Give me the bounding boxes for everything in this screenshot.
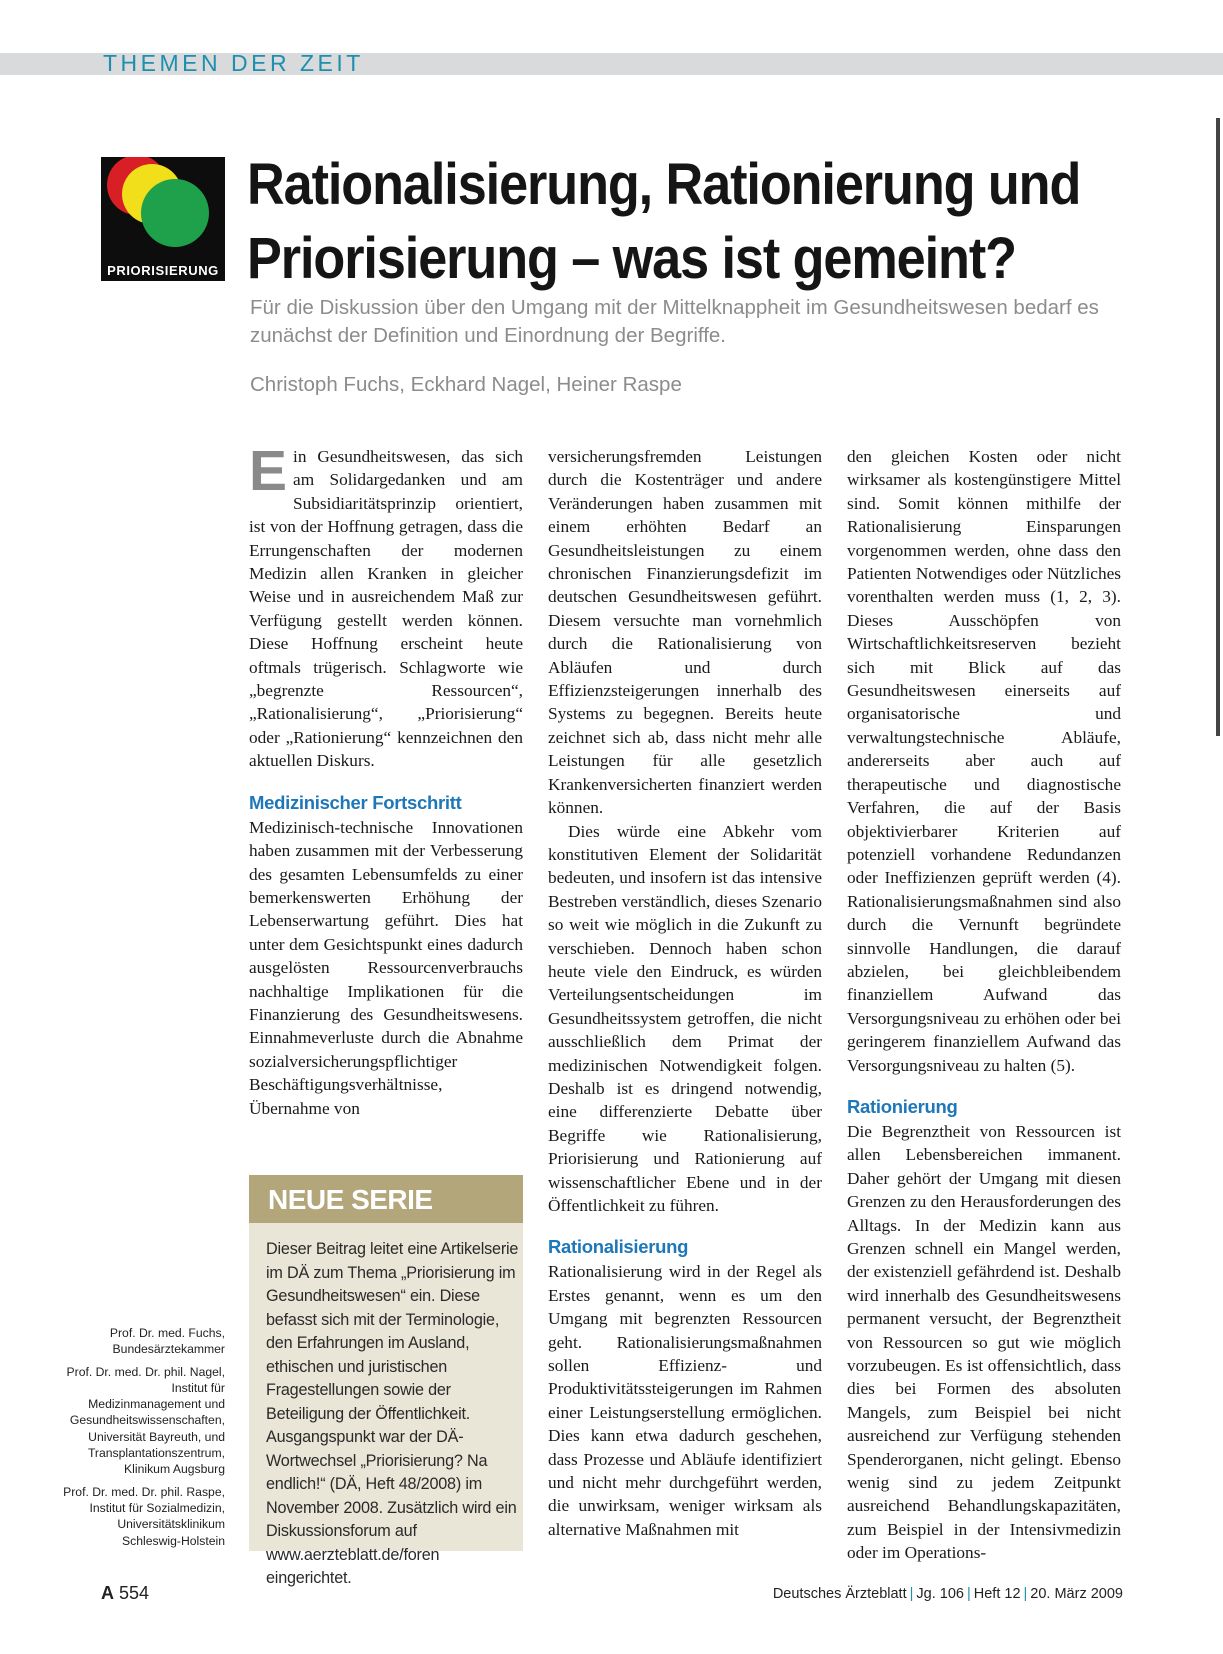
title-line-1: Rationalisierung, Rationierung und	[247, 152, 1081, 217]
paragraph: Rationalisierung wird in der Regel als Erstes genannt, wenn es um den Umgang mit begrenzten Ressourcen geht. Rationalisierungsmaßnahmen sollen Effizienz- und Produktivitätssteigerungen im Rahmen einer Leistungserstellung ermöglichen. Dies kann etwa dadurch geschehen, dass Prozesse und Abläufe identifiziert und nicht mehr durchgeführt werden, die unwirksam, weniger wirksam als alternative Maßnahmen mit	[548, 1262, 822, 1539]
journal-issue: Heft 12	[973, 1586, 1021, 1602]
author-affiliations	[60, 1325, 225, 1555]
sidebar-box-text: Dieser Beitrag leitet eine Artikelserie im DÄ zum Thema „Priorisierung im Gesundheitswesen“ ein. Diese befasst sich mit der Terminologie, den Erfahrungen im Ausland, ethischen und juristischen Fragestellungen sowie der Beteiligung der Öffentlichkeit. Ausgangspunkt war der DÄ-Wortwechsel „Priorisierung? Na endlich!“ (DÄ, Heft 48/2008) im November 2008. Zusätzlich wird ein Diskussionsforum auf www.aerzteblatt.de/foren eingerichtet.	[266, 1240, 519, 1587]
sidebar-box-heading: NEUE SERIE	[268, 1184, 433, 1215]
paragraph-text: in Gesundheitswesen, das sich am Solidargedanken und am Subsidiaritätsprinzip orientiert, ist von der Hoffnung getragen, dass die Errungenschaften der modernen Medizin allen Kranken in gleicher Weise und in ausreichendem Maß zur Verfügung gestellt werden können. Diese Hoffnung erscheint heute oftmals trügerisch. Schlagworte wie „begrenzte Ressourcen“, „Rationalisierung“, „Priorisierung“ oder „Rationierung“ kennzeichnen den aktuellen Diskurs.	[249, 447, 523, 771]
article-authors: Christoph Fuchs, Eckhard Nagel, Heiner Raspe	[250, 373, 682, 396]
paragraph: versicherungsfremden Leistungen durch die Kostenträger und andere Veränderungen haben zusammen mit einem erhöhten Bedarf an Gesundheitsleistungen zu einem chronischen Finanzierungsdefizit im deutschen Gesundheitswesen geführt. Diesem versuchte man vornehmlich durch die Rationalisierung von Abläufen und durch Effizienzsteigerungen innerhalb des Systems zu begegnen. Bereits heute zeichnet sich ab, dass nicht mehr alle Leistungen für alle gesetzlich Krankenversicherten finanziert werden können.	[548, 447, 822, 818]
journal-name: Deutsches Ärzteblatt	[772, 1586, 907, 1602]
text-column-3	[847, 445, 1121, 1565]
sidebar-box-header	[249, 1175, 523, 1223]
green-circle-icon	[141, 179, 209, 247]
text-column-1	[249, 439, 523, 1120]
text-column-2	[548, 445, 822, 1541]
article-title	[247, 148, 1081, 296]
page-prefix: A	[101, 1583, 114, 1603]
section-label: THEMEN DER ZEIT	[103, 50, 364, 76]
logo-label: PRIORISIERUNG	[107, 263, 219, 278]
drop-cap: E	[249, 439, 288, 503]
affiliation: Prof. Dr. med. Dr. phil. Nagel, Institut für Medizinmanagement und Gesundheitswissenschaften, Universität Bayreuth, und Transplantationszentrum, Klinikum Augsburg	[66, 1364, 225, 1477]
title-line-2: Priorisierung – was ist gemeint?	[247, 226, 1016, 291]
heading-medizinischer-fortschritt: Medizinischer Fortschritt	[249, 791, 462, 813]
footer-separator: |	[1023, 1586, 1028, 1602]
paragraph: Medizinisch-technische Innovationen haben zusammen mit der Verbesserung des gesamten Lebensumfelds zu einer bemerkenswerten Erhöhung der Lebenserwartung geführt. Dies hat unter dem Gesichtspunkt eines dadurch ausgelösten Ressourcenverbrauchs nachhaltige Implikationen für die Finanzierung des Gesundheitswesens. Einnahmeverluste durch die Abnahme sozialversicherungspflichtiger Beschäftigungsverhältnisse, Übernahme von	[249, 817, 523, 1118]
page-edge-shadow	[1216, 118, 1220, 736]
affiliation: Prof. Dr. med. Fuchs, Bundesärztekammer	[109, 1326, 225, 1357]
journal-date: 20. März 2009	[1030, 1586, 1123, 1602]
footer-separator: |	[966, 1586, 971, 1602]
heading-rationalisierung: Rationalisierung	[548, 1236, 689, 1258]
paragraph	[249, 439, 523, 773]
journal-footer	[773, 1586, 1123, 1602]
sidebar-box	[249, 1223, 523, 1587]
page-number-value: 554	[119, 1583, 150, 1603]
article-subtitle: Für die Diskussion über den Umgang mit der Mittelknappheit im Gesundheitswesen bedarf es zunächst der Definition und Einordnung der Begriffe.	[250, 296, 1099, 347]
paragraph: den gleichen Kosten oder nicht wirksamer als kostengünstigere Mittel sind. Somit können mithilfe der Rationalisierung Einsparungen vorgenommen werden, ohne dass den Patienten Notwendiges oder Nützliches vorenthalten werden muss (1, 2, 3). Dieses Ausschöpfen von Wirtschaftlichkeitsreserven bezieht sich mit Blick auf das Gesundheitswesen einerseits auf organisatorische und verwaltungstechnische Abläufe, andererseits aber auch auf therapeutische und diagnostische Verfahren, die auf der Basis objektivierbarer Kriterien auf potenziell vorhandene Redundanzen oder Ineffizienzen geprüft werden (4). Rationalisierungsmaßnahmen sind also durch die Vernunft begründete sinnvolle Handlungen, die darauf abzielen, bei gleichbleibendem finanziellem Aufwand das Versorgungsniveau zu erhöhen oder bei geringerem finanziellem Aufwand das Versorgungsniveau zu halten (5).	[847, 447, 1121, 1075]
footer-separator: |	[909, 1586, 914, 1602]
page-number	[101, 1583, 149, 1604]
heading-rationierung: Rationierung	[847, 1095, 958, 1117]
affiliation: Prof. Dr. med. Dr. phil. Raspe, Institut für Sozialmedizin, Universitätsklinikum Schleswig-Holstein	[63, 1484, 225, 1548]
journal-volume: Jg. 106	[916, 1586, 964, 1602]
paragraph: Dies würde eine Abkehr vom konstitutiven Element der Solidarität bedeuten, und insofern ist das intensive Bestreben verständlich, dieses Szenario so weit wie möglich in die Zukunft zu verschieben. Dennoch haben schon heute viele den Eindruck, es würden Verteilungsentscheidungen im Gesundheitssystem getroffen, die nicht ausschließlich dem Primat der medizinischen Notwendigkeit folgen. Deshalb ist es dringend notwendig, eine differenzierte Debatte über Begriffe wie Rationalisierung, Priorisierung und Rationierung auf wissenschaftlicher Ebene und in der Öffentlichkeit zu führen.	[548, 821, 822, 1215]
paragraph: Die Begrenztheit von Ressourcen ist allen Lebensbereichen immanent. Daher gehört der Umgang mit diesen Grenzen zu den Herausforderungen des Alltags. In der Medizin kann aus Grenzen schnell ein Mangel werden, der existenziell gefährdend ist. Deshalb wird innerhalb des Gesundheitswesens permanent versucht, der Begrenztheit von Ressourcen so gut wie möglich vorzubeugen. Es ist offensichtlich, dass dies bei Formen des absoluten Mangels, zum Beispiel bei nicht ausreichend zur Verfügung stehenden Spenderorganen, nicht gelingt. Ebenso wenig sind zu jedem Zeitpunkt ausreichend Behandlungskapazitäten, zum Beispiel in der Intensivmedizin oder im Operations-	[847, 1121, 1121, 1563]
priorisierung-logo	[101, 157, 225, 281]
